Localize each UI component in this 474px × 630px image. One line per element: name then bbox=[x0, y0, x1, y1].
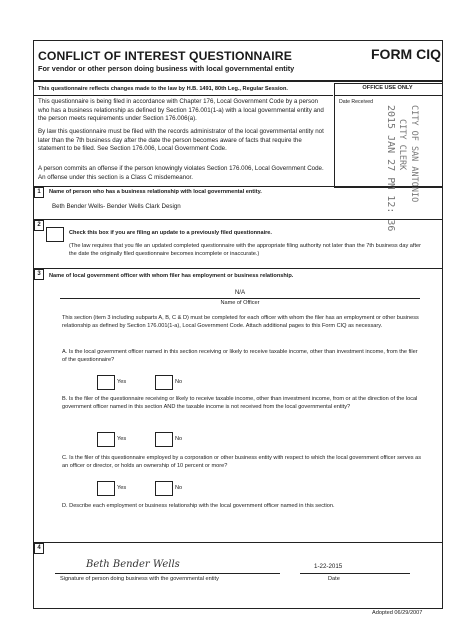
question-b-yes-checkbox[interactable] bbox=[97, 432, 115, 447]
question-b-no-checkbox[interactable] bbox=[155, 432, 173, 447]
signature-line bbox=[55, 573, 280, 574]
section4-top-divider bbox=[33, 542, 443, 543]
office-use-divider bbox=[334, 95, 442, 96]
stamp-line-city: CITY OF SAN ANTONIO bbox=[409, 105, 419, 203]
stamp-line-date: 2015 JAN 27 PM 12: 36 bbox=[385, 105, 396, 232]
date-received-label: Date Received bbox=[339, 99, 374, 105]
question-c-no-label: No bbox=[175, 485, 183, 491]
officer-name-line bbox=[60, 298, 420, 299]
question-a-no-checkbox[interactable] bbox=[155, 375, 173, 390]
question-c-yes-label: Yes bbox=[117, 485, 127, 491]
law-line: This questionnaire reflects changes made to the law by H.B. 1491, 80th Leg., Regular Session. bbox=[38, 86, 288, 92]
date-caption: Date bbox=[328, 576, 340, 582]
office-use-label: OFFICE USE ONLY bbox=[362, 85, 413, 91]
received-stamp bbox=[360, 105, 430, 232]
officer-name-caption: Name of Officer bbox=[220, 300, 260, 306]
section3-label: Name of local government officer with whom filer has employment or business relationship. bbox=[49, 273, 294, 279]
signature: Beth Bender Wells bbox=[86, 559, 180, 570]
update-note: (The law requires that you file an updated completed questionnaire with the appropriate filing authority not later than the 7th business day after the date the originally filed questionnaire becomes incomplete or inaccurate.) bbox=[69, 243, 421, 257]
officer-name-value[interactable]: N/A bbox=[234, 289, 246, 296]
section-number-4: 4 bbox=[34, 543, 44, 554]
intro-divider bbox=[33, 95, 333, 96]
date-line bbox=[300, 573, 410, 574]
date-value[interactable]: 1-22-2015 bbox=[314, 563, 343, 570]
question-a-yes-checkbox[interactable] bbox=[97, 375, 115, 390]
question-c-no-checkbox[interactable] bbox=[155, 481, 173, 496]
question-b-no-label: No bbox=[175, 436, 183, 442]
section1-label: Name of person who has a business relationship with local governmental entity. bbox=[49, 189, 262, 195]
question-a-yes-label: Yes bbox=[117, 379, 127, 385]
section-number-2: 2 bbox=[34, 220, 44, 231]
intro-para-3: A person commits an offense if the person knowingly violates Section 176.006, Local Government Code. An offense under this section is a Class C misdemeanor. bbox=[38, 165, 324, 181]
form-id: FORM CIQ bbox=[371, 46, 441, 62]
question-c-yes-checkbox[interactable] bbox=[97, 481, 115, 496]
question-a-no-label: No bbox=[175, 379, 183, 385]
question-b-yes-label: Yes bbox=[117, 436, 127, 442]
update-checkbox-label: Check this box if you are filing an update to a previously filed questionnaire. bbox=[69, 230, 272, 236]
section2-top-divider bbox=[33, 219, 443, 220]
section3-instructions: This section (item 3 including subparts A, B, C & D) must be completed for each officer with whom the filer has an employment or other business relationship as defined by Section 176.001(1-a), Local Government Code. Attach additional pages to this Form CIQ as necessary. bbox=[62, 315, 419, 329]
update-checkbox[interactable] bbox=[46, 227, 64, 242]
header-divider bbox=[33, 80, 443, 82]
question-d: D. Describe each employment or business relationship with the local government officer named in this section. bbox=[62, 503, 335, 509]
question-b: B. Is the filer of the questionnaire receiving or likely to receive taxable income, other than investment income, from or at the direction of the local government officer named in this section AND the taxable income is not received from the local governmental entity? bbox=[62, 396, 418, 410]
section-number-3: 3 bbox=[34, 269, 44, 280]
adopted-date: Adopted 06/29/2007 bbox=[372, 610, 423, 616]
section1-top-divider bbox=[33, 186, 443, 187]
signature-caption: Signature of person doing business with the governmental entity bbox=[60, 576, 219, 582]
form-subtitle: For vendor or other person doing business with local governmental entity bbox=[38, 64, 295, 73]
form-title: CONFLICT OF INTEREST QUESTIONNAIRE bbox=[38, 49, 292, 63]
intro-para-1: This questionnaire is being filed in accordance with Chapter 176, Local Government Code by a person who has a business relationship as defined by Section 176.001(1-a) with a local governmental entity and the person meets requirements under Section 176.006(a). bbox=[38, 98, 324, 123]
section-number-1: 1 bbox=[34, 187, 44, 198]
intro-para-2: By law this questionnaire must be filed with the records administrator of the local governmental entity not later than the 7th business day after the date the person becomes aware of facts that require the statement to be filed. See Section 176.006, Local Government Code. bbox=[38, 128, 324, 153]
question-a: A. Is the local government officer named in this section receiving or likely to receive taxable income, other than investment income, from the filer of the questionnaire? bbox=[62, 349, 418, 363]
question-c: C. Is the filer of this questionnaire employed by a corporation or other business entity with respect to which the local government officer serves as an officer or director, or holds an ownership of 10 percent or more? bbox=[62, 455, 422, 469]
business-name-value[interactable]: Beth Bender Wells- Bender Wells Clark Design bbox=[52, 203, 181, 210]
section3-top-divider bbox=[33, 268, 443, 269]
stamp-line-clerk: CITY CLERK bbox=[397, 119, 407, 171]
